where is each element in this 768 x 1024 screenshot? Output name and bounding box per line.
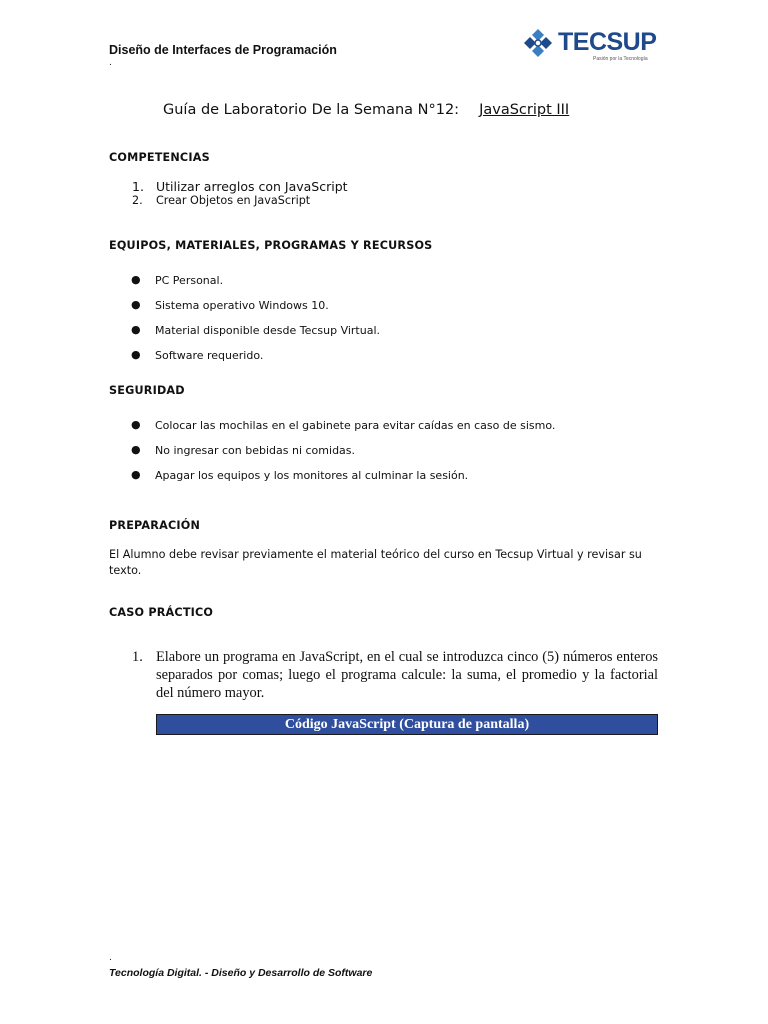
preparacion-heading: PREPARACIÓN <box>109 519 201 532</box>
list-item <box>131 349 380 374</box>
list-text: Material disponible desde Tecsup Virtual. <box>155 324 381 337</box>
list-item <box>131 444 555 469</box>
competencias-heading: COMPETENCIAS <box>109 151 210 164</box>
seguridad-list <box>131 419 555 494</box>
bullet-icon: ● <box>131 443 141 456</box>
list-text: PC Personal. <box>155 274 224 287</box>
footer-dot: . <box>109 953 112 963</box>
guide-title <box>163 102 569 118</box>
caso-heading: CASO PRÁCTICO <box>109 606 214 619</box>
list-item <box>132 179 348 194</box>
logo-wordmark: TECSUP <box>558 28 657 56</box>
list-item <box>131 299 380 324</box>
list-text: Software requerido. <box>155 349 264 362</box>
list-text: Utilizar arreglos con JavaScript <box>156 179 348 194</box>
course-title: Diseño de Interfaces de Programación <box>109 43 337 57</box>
caso-item <box>132 648 658 702</box>
list-item <box>131 469 555 494</box>
page-footer: Tecnología Digital. - Diseño y Desarrollo de Software <box>109 967 373 979</box>
caso-item-text: Elabore un programa en JavaScript, en el cual se introduzca cinco (5) números enteros separados por comas; luego el programa calcule: la suma, el promedio y la factorial del número mayor. <box>156 649 658 701</box>
list-item <box>131 324 380 349</box>
tecsup-logo <box>522 26 657 68</box>
competencias-list <box>132 179 348 207</box>
list-text: No ingresar con bebidas ni comidas. <box>155 444 356 457</box>
bullet-icon: ● <box>131 418 141 431</box>
header-dot: . <box>109 58 112 68</box>
equipos-heading: EQUIPOS, MATERIALES, PROGRAMAS Y RECURSOS <box>109 239 433 252</box>
list-item <box>131 274 380 299</box>
bullet-icon: ● <box>131 323 141 336</box>
equipos-list <box>131 274 380 374</box>
bullet-icon: ● <box>131 273 141 286</box>
bullet-icon: ● <box>131 468 141 481</box>
bullet-icon: ● <box>131 348 141 361</box>
logo-tagline: Pasión por la Tecnología <box>593 56 648 62</box>
bullet-icon: ● <box>131 298 141 311</box>
list-number: 2. <box>132 194 143 207</box>
list-text: Sistema operativo Windows 10. <box>155 299 329 312</box>
list-text: Crear Objetos en JavaScript <box>156 194 311 207</box>
list-item <box>132 194 348 207</box>
seguridad-heading: SEGURIDAD <box>109 384 185 397</box>
guide-title-topic: JavaScript III <box>479 102 570 118</box>
list-text: Colocar las mochilas en el gabinete para evitar caídas en caso de sismo. <box>155 419 556 432</box>
list-text: Apagar los equipos y los monitores al culminar la sesión. <box>155 469 469 482</box>
list-item <box>131 419 555 444</box>
code-capture-header: Código JavaScript (Captura de pantalla) <box>156 714 658 735</box>
guide-title-main: Guía de Laboratorio De la Semana N°12: <box>163 102 460 118</box>
preparacion-text: El Alumno debe revisar previamente el material teórico del curso en Tecsup Virtual y revisar su texto. <box>109 548 642 577</box>
list-number: 1. <box>132 179 144 194</box>
list-number: 1. <box>132 649 143 665</box>
